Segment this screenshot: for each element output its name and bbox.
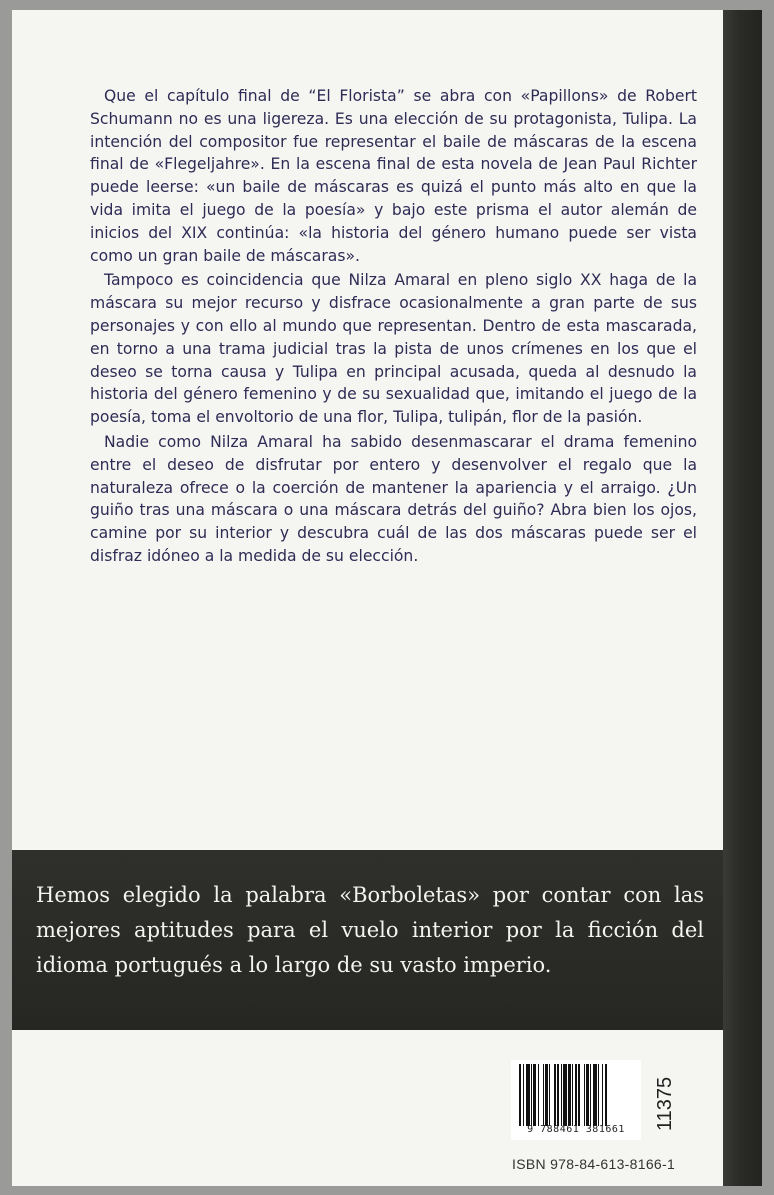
barcode-bar xyxy=(561,1064,562,1126)
barcode-bar xyxy=(543,1064,544,1126)
barcode-bar xyxy=(590,1064,591,1126)
book-back-cover xyxy=(12,10,762,1186)
barcode-bar xyxy=(538,1064,539,1126)
barcode-bar xyxy=(575,1064,576,1126)
barcode-bar xyxy=(602,1064,603,1126)
collection-statement: Hemos elegido la palabra «Borboletas» por contar con las mejores aptitudes para el vuelo interior por la ficción del idioma portugués a lo largo de su vasto imperio. xyxy=(36,883,704,977)
synopsis-text xyxy=(90,85,697,570)
synopsis-paragraph-2: Tampoco es coincidencia que Nilza Amaral en pleno siglo XX haga de la máscara su mejor recurso y disfrace ocasionalmente a gran parte de sus personajes y con ello al mundo que representan. Dentro de esta mascarada, en torno a una trama judicial tras la pista de unos crímenes en los que el deseo se torna causa y Tulipa en principal acusada, queda al desnudo la historia del género femenino y de su sexualidad que, imitando el juego de la poesía, toma el envoltorio de una flor, Tulipa, tulipán, flor de la pasión. xyxy=(90,271,697,427)
barcode-bar xyxy=(605,1064,606,1126)
barcode-bar xyxy=(598,1064,599,1126)
barcode-bar xyxy=(578,1064,580,1126)
spine-edge xyxy=(723,10,762,1186)
barcode-bar xyxy=(531,1064,532,1126)
synopsis-paragraph-1: Que el capítulo final de “El Florista” se abra con «Papillons» de Robert Schumann no es una ligereza. Es una elección de su protagonista, Tulipa. La intención del compositor fue representar el baile de máscaras de la escena final de «Flegeljahre». En la escena final de esta novela de Jean Paul Richter puede leerse: «un baile de máscaras es quizá el punto más alto en que la vida imita el juego de la poesía» y bajo este prisma el autor alemán de inicios del XIX continúa: «la historia del género humano puede ser vista como un gran baile de máscaras». xyxy=(90,87,697,265)
barcode-bar xyxy=(557,1064,558,1126)
barcode-bar xyxy=(584,1064,585,1126)
barcode-digits: 9 788461 381661 xyxy=(527,1124,625,1135)
barcode xyxy=(511,1060,641,1140)
synopsis-paragraph-3: Nadie como Nilza Amaral ha sabido desenmascarar el drama femenino entre el deseo de disfrutar por entero y desenvolver el regalo que la naturaleza ofrece o la coerción de mantener la apariencia y el arraigo. ¿Un guiño tras una máscara o una máscara detrás del guiño? Abra bien los ojos, camine por su interior y descubra cuál de las dos máscaras puede ser el disfraz idóneo a la medida de su elección. xyxy=(90,432,697,565)
internal-code: 11375 xyxy=(654,1076,676,1132)
barcode-bar xyxy=(554,1064,556,1126)
barcode-bar xyxy=(523,1064,524,1126)
collection-band xyxy=(12,850,723,1030)
barcode-bar xyxy=(549,1064,550,1126)
barcode-bar xyxy=(545,1064,547,1126)
barcode-bar xyxy=(586,1064,588,1126)
barcode-bar xyxy=(519,1064,521,1126)
barcode-bar xyxy=(533,1064,535,1126)
barcode-bar xyxy=(526,1064,530,1126)
barcode-bar xyxy=(568,1064,570,1126)
barcode-bars xyxy=(519,1064,635,1126)
barcode-bar xyxy=(572,1064,573,1126)
barcode-bar xyxy=(563,1064,567,1126)
isbn-label: ISBN 978-84-613-8166-1 xyxy=(512,1156,676,1172)
barcode-bar xyxy=(593,1064,597,1126)
